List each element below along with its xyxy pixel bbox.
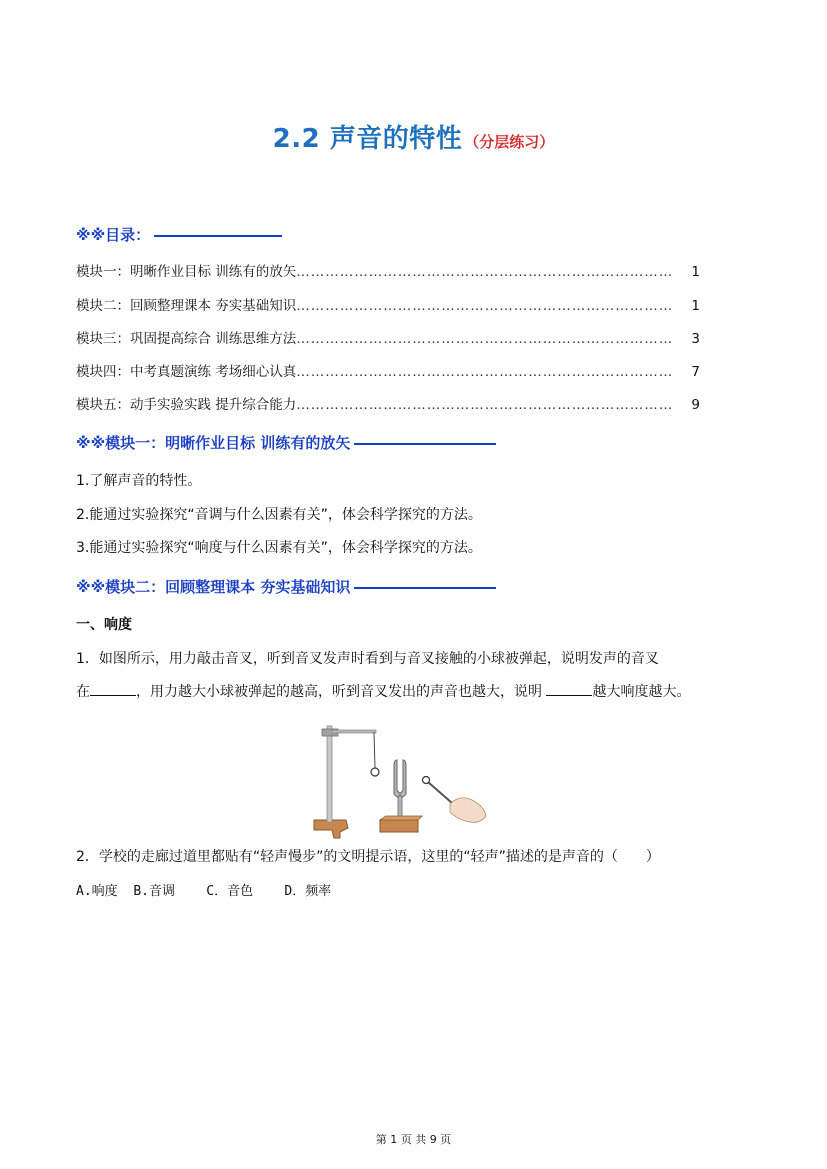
goal-item: 3.能通过实验探究“响度与什么因素有关”，体会科学探究的方法。 [76, 540, 482, 556]
toc-leader-dots: …………………………………………………………………… [296, 264, 674, 280]
toc-item-label: 模块二：回顾整理课本 夯实基础知识 [76, 298, 297, 314]
title-sub: （分层练习） [464, 133, 555, 151]
option-b[interactable]: B.音调 [133, 884, 175, 899]
toc-item-page: 7 [691, 364, 700, 380]
fork-block-top [380, 816, 422, 820]
question-1-line-2 [76, 681, 690, 701]
title-main: 2.2 声音的特性 [272, 124, 463, 154]
subsection-heading: 一、响度 [76, 617, 132, 633]
toc-item-page: 9 [691, 397, 700, 413]
toc-item-page: 1 [691, 298, 700, 314]
module1-heading-text: ※※模块一：明晰作业目标 训练有的放矢 [76, 434, 351, 452]
answer-blank-1[interactable] [90, 681, 136, 696]
q1-text-b: ，用力越大小球被弹起的越高，听到音叉发出的声音也越大，说明 [136, 684, 547, 700]
module1-heading-rule [354, 443, 496, 445]
option-d[interactable]: D．频率 [284, 884, 332, 899]
toc-item[interactable] [76, 393, 700, 413]
page-title [0, 118, 827, 155]
toc-item[interactable] [76, 327, 700, 347]
toc-item[interactable] [76, 294, 700, 314]
toc-leader-dots: …………………………………………………………………… [296, 331, 674, 347]
module2-heading [76, 576, 496, 597]
toc-leader-dots: …………………………………………………………………… [296, 298, 674, 314]
module2-heading-rule [354, 587, 496, 589]
module1-heading [76, 432, 496, 453]
q1-text-c: 越大响度越大。 [592, 684, 691, 700]
stand-arm [332, 730, 376, 733]
toc-item-label: 模块一：明晰作业目标 训练有的放矢 [76, 264, 297, 280]
pendulum-ball [371, 768, 379, 776]
question-2-text: 2．学校的走廊过道里都贴有“轻声慢步”的文明提示语，这里的“轻声”描述的是声音的（ ） [76, 849, 660, 865]
toc-item[interactable] [76, 360, 700, 380]
toc-item-label: 模块三：巩固提高综合 训练思维方法 [76, 331, 297, 347]
stand-pole [327, 726, 332, 822]
option-a[interactable]: A.响度 [76, 884, 118, 899]
toc-heading [76, 224, 282, 245]
tuning-fork-stem [398, 796, 402, 816]
hand-icon [450, 798, 486, 823]
question-2-options [76, 880, 331, 899]
toc-item[interactable] [76, 260, 700, 280]
stand-base [314, 820, 348, 838]
toc-leader-dots: …………………………………………………………………… [296, 364, 674, 380]
toc-heading-text: ※※目录： [76, 226, 151, 244]
toc-item-page: 1 [691, 264, 700, 280]
tuning-fork-figure [300, 716, 490, 840]
question-1-line-1: 1．如图所示，用力敲击音叉，听到音叉发声时看到与音叉接触的小球被弹起，说明发声的音叉 [76, 651, 659, 667]
toc-item-label: 模块四：中考真题演练 考场细心认真 [76, 364, 297, 380]
goal-item: 2.能通过实验探究“音调与什么因素有关”，体会科学探究的方法。 [76, 507, 482, 523]
goal-item: 1.了解声音的特性。 [76, 473, 202, 489]
answer-blank-2[interactable] [546, 681, 592, 696]
q1-text-a: 在 [76, 684, 90, 700]
toc-leader-dots: …………………………………………………………………… [296, 397, 674, 413]
pendulum-string [374, 732, 375, 768]
mallet-head [423, 777, 430, 784]
module2-heading-text: ※※模块二：回顾整理课本 夯实基础知识 [76, 578, 351, 596]
toc-item-page: 3 [691, 331, 700, 347]
page-footer: 第 1 页 共 9 页 [375, 1133, 452, 1146]
toc-item-label: 模块五：动手实验实践 提升综合能力 [76, 397, 297, 413]
option-c[interactable]: C．音色 [206, 884, 254, 899]
fork-block [380, 820, 418, 832]
toc-heading-rule [154, 235, 282, 237]
